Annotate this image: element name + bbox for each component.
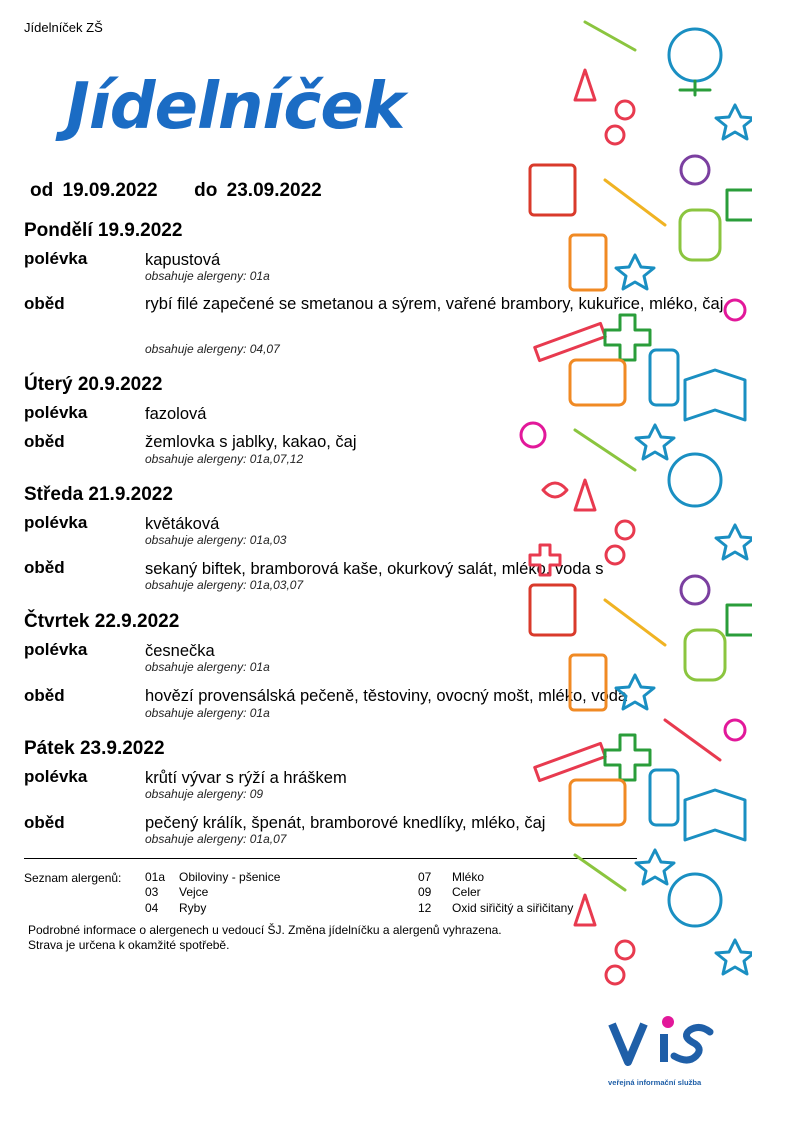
- star-icon: [716, 105, 754, 139]
- school-supplies-illustration: [515, 0, 755, 1000]
- allergen-name: Obiloviny - pšenice: [179, 870, 281, 884]
- scissors-icon: [616, 521, 634, 539]
- flask-icon: [575, 895, 595, 925]
- allergen-note: obsahuje alergeny: 01a,03,07: [145, 578, 304, 592]
- meal-text-lunch: pečený králík, špenát, bramborové knedlíky, mléko, čaj: [145, 814, 546, 832]
- paint-icon: [681, 156, 709, 184]
- puzzle-icon: [530, 545, 560, 575]
- header-label: Jídelníček ZŠ: [24, 20, 103, 35]
- allergen-note: obsahuje alergeny: 04,07: [145, 342, 280, 356]
- pencil-icon: [605, 180, 665, 225]
- day-title-tuesday: Úterý 20.9.2022: [24, 374, 163, 395]
- allergen-name: Oxid siřičitý a siřičitany: [452, 901, 574, 915]
- bottle-icon: [650, 770, 678, 825]
- pencil-icon: [605, 600, 665, 645]
- flower-icon: [725, 720, 745, 740]
- info-note: [28, 923, 588, 953]
- meal-text-lunch: sekaný biftek, bramborová kaše, okurkový salát, mléko, voda s: [145, 560, 604, 578]
- allergen-name: Vejce: [179, 885, 209, 899]
- globe-icon: [669, 874, 721, 926]
- globe-icon: [669, 454, 721, 506]
- allergen-note: obsahuje alergeny: 01a,07,12: [145, 452, 304, 466]
- star-icon: [636, 425, 674, 459]
- calculator-icon: [570, 655, 606, 710]
- calculator-icon: [570, 235, 606, 290]
- meal-type-soup: polévka: [24, 767, 88, 786]
- allergen-code: 04: [145, 901, 159, 915]
- plus-icon: [605, 315, 650, 360]
- star-icon: [716, 525, 754, 559]
- meal-type-lunch: oběd: [24, 294, 65, 313]
- meal-text-lunch: hovězí provensálská pečeně, těstoviny, ovocný mošt, mléko, voda: [145, 687, 628, 705]
- info-line: Strava je určena k okamžité spotřebě.: [28, 938, 230, 952]
- date-from: 19.09.2022: [62, 180, 158, 201]
- meal-type-lunch: oběd: [24, 686, 65, 705]
- bag-icon: [570, 780, 625, 825]
- meal-type-lunch: oběd: [24, 813, 65, 832]
- globe-icon: [669, 29, 721, 81]
- heart-icon: [543, 483, 567, 497]
- star-icon: [616, 255, 654, 289]
- allergen-code: 03: [145, 885, 159, 899]
- allergen-list-label: Seznam alergenů:: [24, 871, 122, 885]
- book-icon: [685, 790, 745, 840]
- star-icon: [636, 850, 674, 884]
- meal-text-soup: květáková: [145, 515, 220, 533]
- scissors-icon: [616, 941, 634, 959]
- allergen-note: obsahuje alergeny: 01a: [145, 269, 270, 283]
- backpack-icon: [680, 210, 720, 260]
- star-icon: [616, 675, 654, 709]
- meal-type-soup: polévka: [24, 249, 88, 268]
- meal-text-soup: krůtí vývar s rýží a hráškem: [145, 769, 347, 787]
- meal-text-lunch: žemlovka s jablky, kakao, čaj: [145, 433, 357, 451]
- info-line: Podrobné informace o alergenech u vedoucí ŠJ. Změna jídelníčku a alergenů vyhrazena.: [28, 923, 502, 937]
- date-from-label: od: [30, 180, 54, 201]
- meal-type-soup: polévka: [24, 513, 88, 532]
- allergen-note: obsahuje alergeny: 01a,07: [145, 832, 287, 846]
- ruler-icon: [535, 743, 606, 780]
- pencil-icon: [585, 22, 635, 50]
- allergen-note: obsahuje alergeny: 01a: [145, 660, 270, 674]
- money-icon: [727, 605, 755, 635]
- bottle-icon: [650, 350, 678, 405]
- money-icon: [727, 190, 755, 220]
- meal-text-lunch: rybí filé zapečené se smetanou a sýrem, vařené brambory, kukuřice, mléko, čaj: [145, 295, 724, 313]
- meal-text-soup: česnečka: [145, 642, 215, 660]
- meal-text-soup: fazolová: [145, 405, 207, 423]
- scissors-icon: [616, 101, 634, 119]
- meal-type-soup: polévka: [24, 640, 88, 659]
- suitcase-icon: [530, 165, 575, 215]
- book-icon: [685, 370, 745, 420]
- brush-icon: [575, 855, 625, 890]
- allergen-code: 09: [418, 885, 432, 899]
- allergen-name: Mléko: [452, 870, 485, 884]
- allergen-name: Celer: [452, 885, 481, 899]
- star-icon: [716, 940, 754, 974]
- day-title-wednesday: Středa 21.9.2022: [24, 484, 173, 505]
- allergen-note: obsahuje alergeny: 01a: [145, 706, 270, 720]
- flower-icon: [521, 423, 545, 447]
- meal-type-soup: polévka: [24, 403, 88, 422]
- allergen-note: obsahuje alergeny: 09: [145, 787, 264, 801]
- allergen-note: obsahuje alergeny: 01a,03: [145, 533, 287, 547]
- meal-text-soup: kapustová: [145, 251, 221, 269]
- date-to: 23.09.2022: [226, 180, 322, 201]
- flask-icon: [575, 480, 595, 510]
- pencil-icon: [665, 720, 720, 760]
- date-to-label: do: [194, 180, 218, 201]
- suitcase-icon: [530, 585, 575, 635]
- meal-type-lunch: oběd: [24, 558, 65, 577]
- ruler-icon: [535, 323, 606, 360]
- paint-icon: [681, 576, 709, 604]
- vis-logo: [606, 1010, 726, 1090]
- allergen-code: 07: [418, 870, 432, 884]
- page-title: Jídelníček: [66, 70, 405, 144]
- day-title-monday: Pondělí 19.9.2022: [24, 220, 183, 241]
- flower-icon: [725, 300, 745, 320]
- logo-tagline: veřejná informační služba: [608, 1078, 702, 1087]
- bag-icon: [570, 360, 625, 405]
- day-title-thursday: Čtvrtek 22.9.2022: [24, 611, 180, 632]
- plus-icon: [605, 735, 650, 780]
- meal-type-lunch: oběd: [24, 432, 65, 451]
- flask-icon: [575, 70, 595, 100]
- date-range: [30, 180, 326, 202]
- allergen-code: 01a: [145, 870, 166, 884]
- brush-icon: [575, 430, 635, 470]
- backpack-icon: [685, 630, 725, 680]
- allergen-code: 12: [418, 901, 432, 915]
- allergen-name: Ryby: [179, 901, 207, 915]
- day-title-friday: Pátek 23.9.2022: [24, 738, 165, 759]
